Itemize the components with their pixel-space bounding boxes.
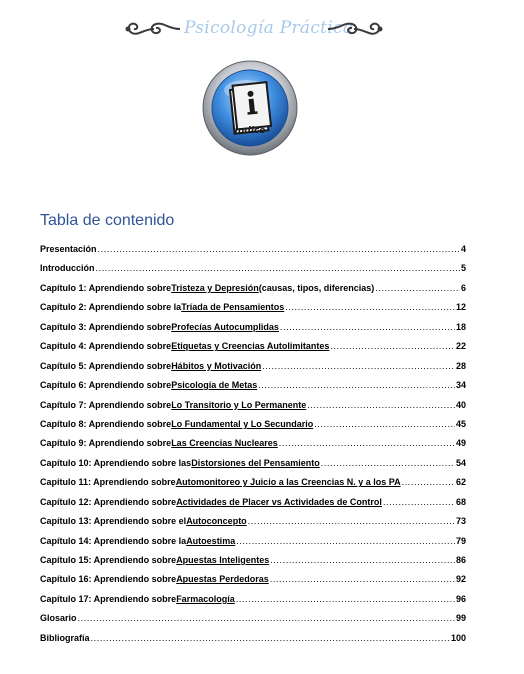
toc-entry[interactable] bbox=[40, 244, 466, 263]
toc-entry-prefix: Capítulo 9: Aprendiendo sobre bbox=[40, 438, 172, 449]
toc-entry-prefix: Capítulo 2: Aprendiendo sobre la bbox=[40, 302, 182, 313]
toc-entry-page: 28 bbox=[455, 360, 466, 371]
dot-leader bbox=[96, 263, 460, 273]
toc-entry[interactable] bbox=[40, 302, 466, 321]
toc-entry-prefix: Bibliografía bbox=[40, 632, 90, 643]
toc-entry-page: 92 bbox=[455, 574, 466, 585]
toc-entry-prefix: Capítulo 10: Aprendiendo sobre las bbox=[40, 457, 192, 468]
toc-entry-link[interactable]: Actividades de Placer vs Actividades de Control bbox=[176, 496, 382, 507]
toc-entry[interactable] bbox=[40, 633, 466, 652]
toc-entry[interactable] bbox=[40, 400, 466, 419]
table-of-contents bbox=[40, 244, 466, 652]
toc-entry-page: 68 bbox=[455, 496, 466, 507]
toc-entry-link[interactable]: Lo Transitorio y Lo Permanente bbox=[171, 399, 307, 410]
dot-leader bbox=[330, 341, 455, 351]
toc-entry[interactable] bbox=[40, 555, 466, 574]
toc-entry-page: 86 bbox=[455, 555, 466, 565]
toc-entry-page: 12 bbox=[455, 302, 466, 313]
toc-entry-suffix: (causas, tipos, diferencias) bbox=[258, 282, 375, 293]
right-flourish-icon bbox=[326, 18, 384, 40]
dot-leader bbox=[307, 400, 455, 410]
toc-entry-prefix: Capítulo 8: Aprendiendo sobre bbox=[40, 418, 172, 429]
toc-entry-prefix: Capítulo 13: Aprendiendo sobre el bbox=[40, 516, 187, 527]
toc-entry-page: 18 bbox=[455, 321, 466, 332]
toc-entry-link[interactable]: Lo Fundamental y Lo Secundario bbox=[171, 418, 314, 429]
dot-leader bbox=[262, 361, 455, 371]
toc-entry[interactable] bbox=[40, 361, 466, 380]
toc-entry-link[interactable]: Profecías Autocumplidas bbox=[171, 321, 279, 332]
toc-entry-prefix: Glosario bbox=[40, 613, 77, 624]
toc-entry-link[interactable]: Las Creencias Nucleares bbox=[171, 438, 278, 449]
dot-leader bbox=[314, 419, 455, 429]
toc-entry-link[interactable]: Autoestima bbox=[186, 535, 236, 546]
toc-entry-page: 49 bbox=[455, 438, 466, 449]
dot-leader bbox=[78, 613, 455, 623]
toc-entry-link[interactable]: Etiquetas y Creencias Autolimitantes bbox=[171, 341, 330, 352]
toc-entry-page: 54 bbox=[455, 457, 466, 468]
toc-entry[interactable] bbox=[40, 516, 466, 535]
dot-leader bbox=[248, 516, 455, 526]
toc-entry-prefix: Capítulo 5: Aprendiendo sobre bbox=[40, 360, 172, 371]
toc-entry-prefix: Capítulo 3: Aprendiendo sobre bbox=[40, 321, 172, 332]
page-header bbox=[0, 12, 524, 48]
toc-entry-prefix: Capítulo 1: Aprendiendo sobre bbox=[40, 282, 172, 293]
toc-entry-page: 62 bbox=[455, 477, 466, 488]
toc-entry-prefix: Capítulo 4: Aprendiendo sobre bbox=[40, 341, 172, 352]
toc-entry-page: 34 bbox=[455, 380, 466, 391]
dot-leader bbox=[375, 283, 460, 293]
toc-entry-prefix: Capítulo 11: Aprendiendo sobre bbox=[40, 477, 176, 488]
toc-entry-page: 5 bbox=[460, 263, 466, 274]
toc-entry[interactable] bbox=[40, 536, 466, 555]
dot-leader bbox=[279, 438, 455, 448]
toc-entry-page: 22 bbox=[455, 341, 466, 352]
toc-entry[interactable] bbox=[40, 594, 466, 613]
brand-title: Psicología Práctica bbox=[184, 18, 354, 38]
toc-entry-link[interactable]: Apuestas Inteligentes bbox=[176, 555, 270, 565]
dot-leader bbox=[383, 497, 455, 507]
toc-entry[interactable] bbox=[40, 419, 466, 438]
toc-entry-prefix: Introducción bbox=[40, 263, 95, 274]
toc-entry-page: 6 bbox=[460, 282, 466, 293]
toc-entry[interactable] bbox=[40, 458, 466, 477]
dot-leader bbox=[402, 477, 455, 487]
dot-leader bbox=[91, 633, 450, 643]
dot-leader bbox=[280, 322, 455, 332]
toc-entry[interactable] bbox=[40, 613, 466, 632]
toc-entry-page: 79 bbox=[455, 535, 466, 546]
toc-entry[interactable] bbox=[40, 322, 466, 341]
toc-entry-link[interactable]: Psicología de Metas bbox=[171, 380, 258, 391]
toc-entry-prefix: Capítulo 12: Aprendiendo sobre bbox=[40, 496, 177, 507]
toc-entry-page: 73 bbox=[455, 516, 466, 527]
index-badge bbox=[200, 58, 300, 158]
toc-entry-link[interactable]: Farmacología bbox=[176, 593, 235, 604]
toc-entry[interactable] bbox=[40, 263, 466, 282]
toc-entry-page: 45 bbox=[455, 418, 466, 429]
toc-entry-page: 100 bbox=[450, 632, 466, 643]
dot-leader bbox=[321, 458, 455, 468]
toc-entry-page: 40 bbox=[455, 399, 466, 410]
toc-entry-link[interactable]: Tríada de Pensamientos bbox=[181, 302, 285, 313]
toc-entry-link[interactable]: Apuestas Perdedoras bbox=[176, 574, 269, 585]
dot-leader bbox=[270, 555, 455, 565]
dot-leader bbox=[258, 380, 455, 390]
toc-entry[interactable] bbox=[40, 438, 466, 457]
dot-leader bbox=[285, 302, 455, 312]
toc-entry[interactable] bbox=[40, 380, 466, 399]
toc-entry-prefix: Presentación bbox=[40, 244, 97, 254]
toc-entry-prefix: Capítulo 16: Aprendiendo sobre bbox=[40, 574, 177, 585]
toc-entry-link[interactable]: Autoconcepto bbox=[186, 516, 247, 527]
dot-leader bbox=[270, 574, 455, 584]
toc-entry[interactable] bbox=[40, 341, 466, 360]
badge-label: Índice bbox=[234, 126, 266, 136]
toc-entry[interactable] bbox=[40, 497, 466, 516]
toc-entry-page: 96 bbox=[455, 593, 466, 604]
toc-entry-prefix: Capítulo 14: Aprendiendo sobre la bbox=[40, 535, 187, 546]
dot-leader bbox=[236, 536, 455, 546]
toc-entry-prefix: Capítulo 15: Aprendiendo sobre bbox=[40, 555, 177, 565]
toc-entry[interactable] bbox=[40, 574, 466, 593]
dot-leader bbox=[236, 594, 455, 604]
toc-entry-link[interactable]: Distorsiones del Pensamiento bbox=[191, 457, 320, 468]
toc-entry-prefix: Capítulo 17: Aprendiendo sobre bbox=[40, 593, 177, 604]
toc-entry-prefix: Capítulo 7: Aprendiendo sobre bbox=[40, 399, 172, 410]
toc-entry-link[interactable]: Hábitos y Motivación bbox=[171, 360, 262, 371]
toc-entry[interactable] bbox=[40, 477, 466, 496]
dot-leader bbox=[98, 244, 460, 254]
toc-entry-page: 4 bbox=[460, 244, 466, 254]
toc-entry-link[interactable]: Automonitoreo y Juicio a las Creencias N. y a los PA bbox=[175, 477, 401, 488]
toc-entry[interactable] bbox=[40, 283, 466, 302]
toc-title: Tabla de contenido bbox=[40, 212, 175, 229]
toc-entry-page: 99 bbox=[455, 613, 466, 624]
left-flourish-icon bbox=[124, 18, 182, 40]
toc-entry-link[interactable]: Tristeza y Depresión bbox=[171, 282, 259, 293]
toc-entry-prefix: Capítulo 6: Aprendiendo sobre bbox=[40, 380, 172, 391]
index-badge-icon bbox=[200, 58, 300, 158]
